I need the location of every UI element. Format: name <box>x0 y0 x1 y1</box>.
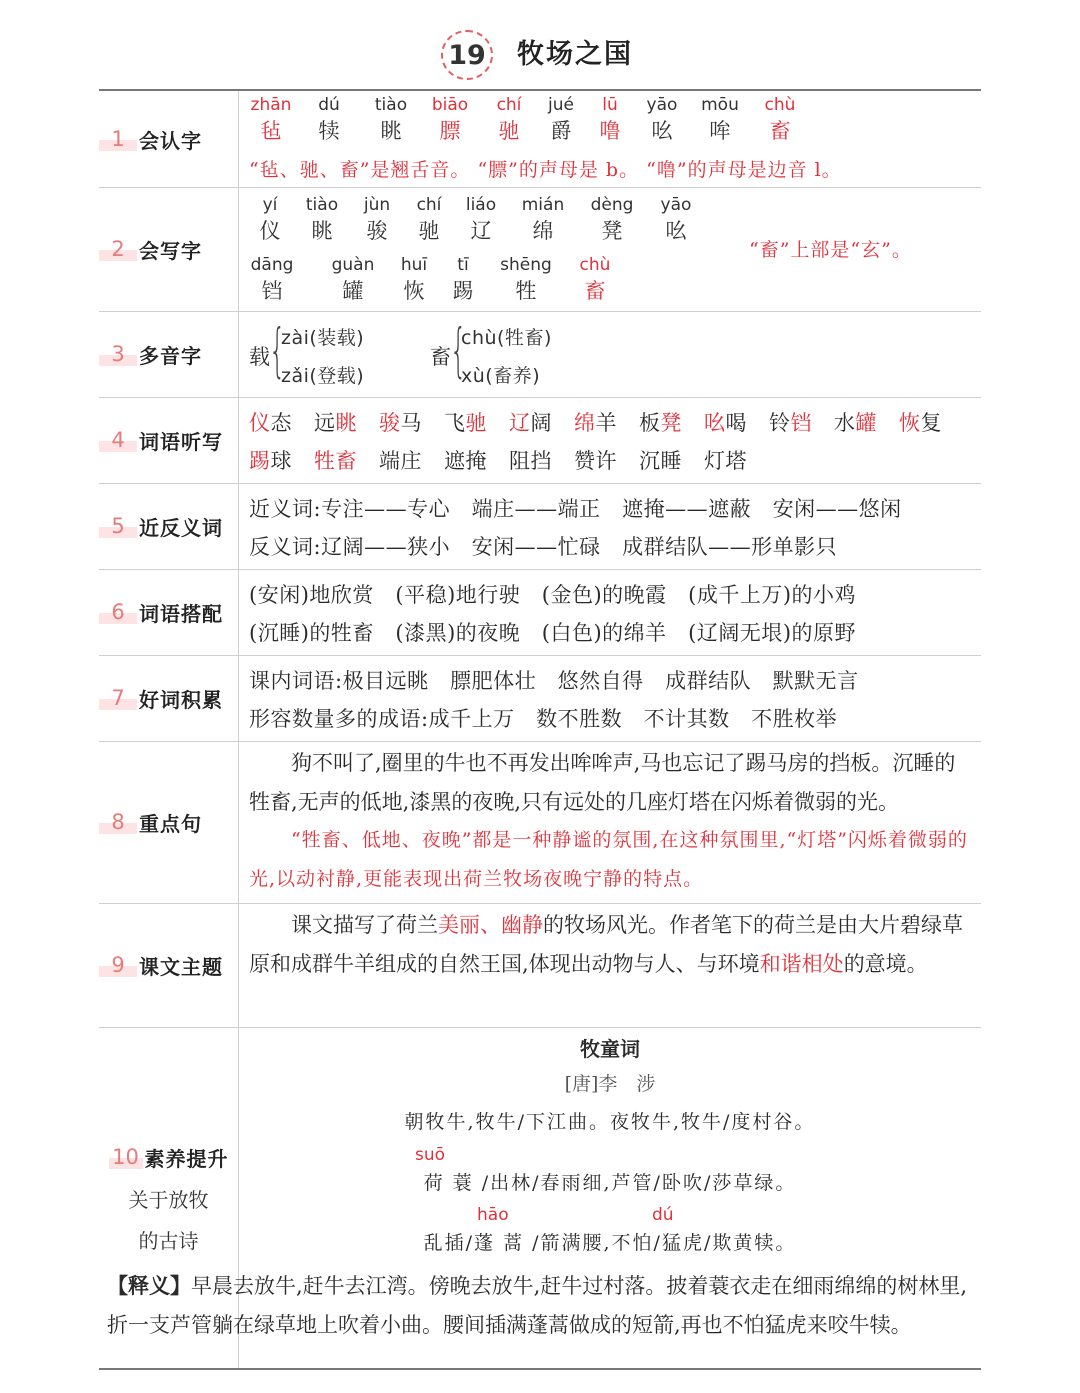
row-recognize-characters <box>99 91 981 188</box>
plain-char: 远 <box>314 411 336 435</box>
synonyms-line: 近义词:专注——专心 端庄——端正 遮掩——遮蔽 安闲——悠闲 <box>249 497 902 521</box>
row-number: 5 <box>99 514 137 538</box>
knowledge-table <box>99 89 981 1337</box>
character: 吆 <box>651 119 673 143</box>
reading: zǎi(登载) <box>281 365 365 387</box>
poem-pinyin: suō <box>415 1145 446 1165</box>
collocation-line-2: (沉睡)的牲畜 (漆黑)的夜晚 (白色)的绵羊 (辽阔无垠)的原野 <box>249 621 857 645</box>
character-cell <box>646 195 706 245</box>
character: 恢 <box>403 279 425 303</box>
row-title: 多音字 <box>139 343 202 368</box>
character-cell <box>361 91 421 145</box>
words-line-1: 课内词语:极目远眺 膘肥体壮 悠然自得 成群结队 默默无言 <box>249 669 859 693</box>
character-cell <box>582 195 642 245</box>
highlighted-char: 踢 <box>249 449 271 473</box>
pinyin: dú <box>318 95 340 115</box>
plain-char: 板 <box>639 411 661 435</box>
character: 骏 <box>366 219 388 243</box>
character-cell <box>323 255 383 305</box>
dictation-word <box>314 449 357 473</box>
dictation-word <box>769 411 812 435</box>
plain-char: 球 <box>270 449 292 473</box>
pinyin: liáo <box>465 195 497 215</box>
theme-text: 的意境。 <box>843 951 928 976</box>
antonyms-line: 反义词:辽阔——狭小 安闲——忙碌 成群结队——形单影只 <box>249 535 838 559</box>
row-title: 好词积累 <box>139 687 223 712</box>
pinyin: chí <box>496 95 522 115</box>
character-cell <box>451 195 511 245</box>
highlighted-char: 恢 <box>899 411 921 435</box>
theme-keyword: 和谐相处 <box>759 951 844 976</box>
character: 罐 <box>342 279 364 303</box>
plain-char: 阔 <box>530 411 552 435</box>
plain-char: 羊 <box>595 411 617 435</box>
character-cell <box>565 255 625 305</box>
character: 眺 <box>380 119 402 143</box>
pinyin: yāo <box>660 195 692 215</box>
row-number: 9 <box>99 953 137 977</box>
row-title: 课文主题 <box>139 954 223 979</box>
poem-pinyin: dú <box>652 1205 674 1225</box>
poem-title: 牧童词 <box>580 1037 640 1061</box>
character-cell <box>242 255 302 305</box>
highlighted-char: 辽 <box>509 411 531 435</box>
pinyin: chù <box>579 255 611 275</box>
row-key-sentence <box>99 741 981 904</box>
dictation-word <box>314 411 357 435</box>
row-label <box>99 91 239 187</box>
dictation-word <box>574 449 617 473</box>
plain-char: 端庄 <box>379 449 422 473</box>
row-good-words <box>99 655 981 742</box>
plain-char: 铃 <box>769 411 791 435</box>
character-cell <box>420 91 480 145</box>
character-cell <box>479 91 539 145</box>
chapter-number-badge: 19 <box>441 30 493 80</box>
row-theme <box>99 903 981 1028</box>
plain-char: 马 <box>400 411 422 435</box>
character-cell <box>347 195 407 245</box>
row-title: 近反义词 <box>139 515 223 540</box>
highlighted-char: 牲畜 <box>314 449 357 473</box>
theme-text: 课文描写了荷兰 <box>291 913 438 937</box>
explanation-text: 早晨去放牛,赶牛去江湾。傍晚去放牛,赶牛过村落。披着蓑衣走在细雨绵绵的树林里,折一支芦管躺在绿草地上吹着小曲。腰间插满蓬蒿做成的短箭,再也不怕猛虎来咬牛犊。 <box>107 1274 968 1337</box>
dictation-word <box>444 449 487 473</box>
pinyin: yāo <box>646 95 678 115</box>
dictation-word <box>509 449 552 473</box>
highlighted-char: 驰 <box>465 411 487 435</box>
character: 畜 <box>769 119 791 143</box>
plain-char: 遮掩 <box>444 449 487 473</box>
theme-paragraph <box>249 906 973 983</box>
row-synonyms <box>99 483 981 570</box>
character: 犊 <box>318 119 340 143</box>
character-cell <box>433 255 493 305</box>
character-cell <box>632 91 692 145</box>
row-title: 重点句 <box>139 811 202 836</box>
collocation-line-1: (安闲)地欣赏 (平稳)地行驶 (金色)的晚霞 (成千上万)的小鸡 <box>249 583 857 607</box>
plain-char: 阻挡 <box>509 449 552 473</box>
character: 吆 <box>665 219 687 243</box>
row-title: 会认字 <box>139 128 202 153</box>
sentence-analysis: “牲畜、低地、夜晚”都是一种静谧的氛围,在这种氛围里,“灯塔”闪烁着微弱的光,以动衬静,更能表现出荷兰牧场夜晚宁静的特点。 <box>249 829 968 890</box>
highlighted-char: 凳 <box>660 411 682 435</box>
highlighted-char: 绵 <box>574 411 596 435</box>
character-cell <box>690 91 750 145</box>
reading: zài(装载) <box>281 327 365 349</box>
row-number: 2 <box>99 237 137 261</box>
row-number: 1 <box>99 127 137 151</box>
character-cell <box>241 91 301 145</box>
pinyin: tiào <box>374 95 408 115</box>
reading: xù(畜养) <box>461 365 541 387</box>
dictation-word <box>639 411 682 435</box>
highlighted-char: 罐 <box>855 411 877 435</box>
pinyin: tiào <box>305 195 339 215</box>
character-list-2 <box>249 255 973 305</box>
dictation-word <box>834 411 877 435</box>
dictation-word <box>509 411 552 435</box>
poem-author: [唐]李 涉 <box>564 1073 656 1095</box>
character-cell <box>240 195 300 245</box>
poem-line-3: 乱插/蓬 蒿 /箭满腰,不怕/猛虎/欺黄犊。 <box>423 1232 797 1254</box>
pinyin: yí <box>262 195 278 215</box>
dictation-word <box>379 411 422 435</box>
pinyin: biāo <box>431 95 469 115</box>
plain-char: 飞 <box>444 411 466 435</box>
explanation-label: 【释义】 <box>107 1273 191 1298</box>
highlighted-char: 吆 <box>704 411 726 435</box>
dictation-word <box>249 411 292 435</box>
dictation-line-1 <box>249 407 964 437</box>
row-number: 4 <box>99 428 137 452</box>
plain-char: 水 <box>834 411 856 435</box>
character-cell <box>513 195 573 245</box>
pinyin: mián <box>521 195 565 215</box>
theme-separator: 、 <box>480 913 501 937</box>
writing-note: “畜”上部是“玄”。 <box>749 239 912 261</box>
row-write-characters <box>99 187 981 312</box>
character-cell <box>496 255 556 305</box>
character-cell <box>299 91 359 145</box>
poem-line-2: 荷 蓑 /出林/春雨细,芦管/卧吹/莎草绿。 <box>423 1172 797 1194</box>
pinyin: zhān <box>250 95 292 115</box>
highlighted-char: 骏 <box>379 411 401 435</box>
character: 眺 <box>311 219 333 243</box>
dictation-word <box>379 449 422 473</box>
theme-text: 的牧场风光。作者笔下的荷兰是由大片碧绿草原和成群牛羊组成的自然王国,体现出动物与人、与环境 <box>249 913 963 976</box>
pinyin: guàn <box>331 255 375 275</box>
theme-keyword: 幽静 <box>501 913 543 937</box>
dictation-word <box>574 411 617 435</box>
plain-char: 沉睡 <box>639 449 682 473</box>
brace-icon: { <box>450 316 467 384</box>
dictation-word <box>249 449 292 473</box>
dictation-word <box>444 411 487 435</box>
pinyin: dāng <box>250 255 294 275</box>
character: 毡 <box>260 119 282 143</box>
plain-char: 灯塔 <box>704 449 747 473</box>
highlighted-char: 眺 <box>335 411 357 435</box>
pinyin: jué <box>548 95 574 115</box>
character-cell <box>399 195 459 245</box>
character: 哞 <box>709 119 731 143</box>
words-line-2: 形容数量多的成语:成千上万 数不胜数 不计其数 不胜枚举 <box>249 707 838 731</box>
row-number: 8 <box>99 810 137 834</box>
plain-char: 态 <box>270 411 292 435</box>
poem-explanation <box>107 1267 973 1344</box>
pinyin: chù <box>764 95 796 115</box>
pronunciation-note: “毡、驰、畜”是翘舌音。 “膘”的声母是 b。 “噜”的声母是边音 l。 <box>249 159 842 181</box>
highlighted-char: 铛 <box>790 411 812 435</box>
character-cell <box>292 195 352 245</box>
bottom-rule <box>99 1368 981 1370</box>
dictation-word <box>639 449 682 473</box>
row-dictation <box>99 397 981 484</box>
dictation-word <box>704 411 747 435</box>
character: 驰 <box>418 219 440 243</box>
character: 辽 <box>470 219 492 243</box>
dictation-line-2 <box>249 445 769 475</box>
row-title: 词语搭配 <box>139 601 223 626</box>
row-number: 6 <box>99 600 137 624</box>
character: 踢 <box>452 279 474 303</box>
reading: chù(牲畜) <box>461 327 552 349</box>
pinyin: dèng <box>590 195 634 215</box>
row-subtitle-1: 关于放牧 <box>128 1187 209 1212</box>
pinyin: tī <box>457 255 469 275</box>
page-header <box>0 26 1080 78</box>
poem-pinyin: hāo <box>477 1205 509 1225</box>
row-number: 3 <box>99 342 137 366</box>
plain-char: 喝 <box>725 411 747 435</box>
dictation-word <box>704 449 747 473</box>
plain-char: 复 <box>920 411 942 435</box>
row-collocations <box>99 569 981 656</box>
theme-keyword: 美丽 <box>438 913 480 937</box>
pinyin: lū <box>602 95 618 115</box>
dictation-word <box>899 411 942 435</box>
brace-icon: { <box>269 316 286 384</box>
row-polyphonic <box>99 311 981 398</box>
pinyin: jùn <box>363 195 391 215</box>
character: 仪 <box>259 219 281 243</box>
row-title: 素养提升 <box>144 1146 229 1171</box>
character-cell <box>580 91 640 145</box>
highlighted-char: 仪 <box>249 411 271 435</box>
plain-char: 赞许 <box>574 449 617 473</box>
poem-line-1: 朝牧牛,牧牛/下江曲。夜牧牛,牧牛/度村谷。 <box>404 1111 816 1133</box>
page-title: 牧场之国 <box>517 39 633 70</box>
row-subtitle-2: 的古诗 <box>138 1228 199 1253</box>
pinyin: shēng <box>500 255 552 275</box>
character-cell <box>750 91 810 145</box>
character: 膘 <box>439 119 461 143</box>
polyphonic-char: 载 <box>249 345 271 369</box>
row-title: 词语听写 <box>139 429 223 454</box>
character: 爵 <box>550 119 572 143</box>
row-number: 7 <box>99 686 137 710</box>
pinyin: chí <box>416 195 442 215</box>
row-number: 10 <box>109 1145 143 1169</box>
character: 畜 <box>584 279 606 303</box>
row-title: 会写字 <box>139 238 202 263</box>
character: 绵 <box>532 219 554 243</box>
pinyin: huī <box>400 255 428 275</box>
polyphonic-char: 畜 <box>430 345 452 369</box>
pinyin: mōu <box>701 95 739 115</box>
key-sentence: 狗不叫了,圈里的牛也不再发出哞哞声,马也忘记了踢马房的挡板。沉睡的牲畜,无声的低地,漆黑的夜晚,只有远处的几座灯塔在闪烁着微弱的光。 <box>249 751 956 814</box>
character: 铛 <box>261 279 283 303</box>
character: 驰 <box>498 119 520 143</box>
character: 噜 <box>599 119 621 143</box>
character: 凳 <box>601 219 623 243</box>
character: 牲 <box>515 279 537 303</box>
